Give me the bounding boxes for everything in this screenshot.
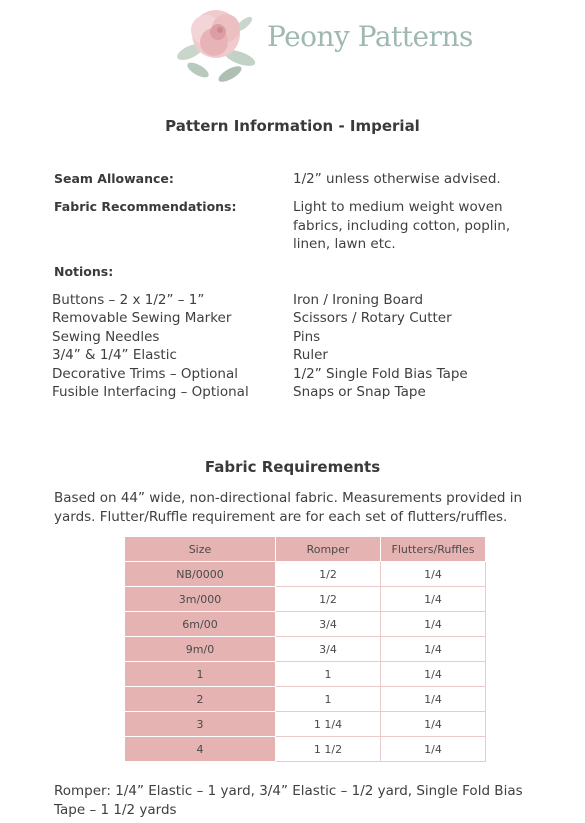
- romper-cell: 1/2: [276, 562, 381, 587]
- romper-cell: 1 1/2: [276, 737, 381, 762]
- flutters-cell: 1/4: [381, 712, 486, 737]
- table-row: [125, 612, 486, 637]
- notion-item: Removable Sewing Marker: [52, 310, 232, 327]
- size-cell: 1: [125, 662, 276, 687]
- table-row: [125, 562, 486, 587]
- notions-label: Notions:: [54, 264, 114, 279]
- notion-item: Decorative Trims – Optional: [52, 365, 238, 382]
- seam-allowance-label: Seam Allowance:: [54, 171, 174, 186]
- notion-item: Sewing Needles: [52, 328, 160, 345]
- size-cell: 6m/00: [125, 612, 276, 637]
- table-header-row: [125, 537, 486, 562]
- size-cell: 9m/0: [125, 637, 276, 662]
- size-cell: 3m/000: [125, 587, 276, 612]
- fabric-requirements-table: [124, 536, 486, 762]
- table-row: [125, 687, 486, 712]
- table-row: [125, 637, 486, 662]
- column-header-size: Size: [125, 537, 276, 562]
- flutters-cell: 1/4: [381, 562, 486, 587]
- romper-cell: 1: [276, 687, 381, 712]
- size-cell: 3: [125, 712, 276, 737]
- notion-item: 1/2” Single Fold Bias Tape: [293, 365, 468, 382]
- romper-notions-footnote: Romper: 1/4” Elastic – 1 yard, 3/4” Elastic – 1/2 yard, Single Fold Bias Tape – 1 1/2 yards: [54, 783, 523, 818]
- fabric-requirements-intro: Based on 44” wide, non-directional fabric. Measurements provided in yards. Flutter/Ruffle requirement are for each set of flutters/ruffles.: [54, 490, 523, 525]
- table-row: [125, 712, 486, 737]
- table-row: [125, 662, 486, 687]
- size-cell: NB/0000: [125, 562, 276, 587]
- notion-item: 3/4” & 1/4” Elastic: [52, 347, 177, 364]
- flutters-cell: 1/4: [381, 737, 486, 762]
- size-cell: 2: [125, 687, 276, 712]
- fabric-recommendations-value: Light to medium weight woven fabrics, including cotton, poplin, linen, lawn etc.: [293, 199, 511, 252]
- notions-list-left: [52, 291, 249, 401]
- flutters-cell: 1/4: [381, 662, 486, 687]
- seam-allowance-value: 1/2” unless otherwise advised.: [293, 171, 501, 187]
- romper-cell: 3/4: [276, 637, 381, 662]
- notion-item: Snaps or Snap Tape: [293, 384, 426, 401]
- column-header-romper: Romper: [276, 537, 381, 562]
- romper-cell: 3/4: [276, 612, 381, 637]
- notion-item: Fusible Interfacing – Optional: [52, 384, 249, 401]
- size-cell: 4: [125, 737, 276, 762]
- notion-item: Ruler: [293, 347, 328, 364]
- column-header-flutters: Flutters/Ruffles: [381, 537, 486, 562]
- notion-item: Iron / Ironing Board: [293, 292, 424, 308]
- notion-item: Scissors / Rotary Cutter: [293, 310, 452, 327]
- brand-name: Peony Patterns: [267, 20, 473, 53]
- notions-list-right: [293, 291, 468, 401]
- table-row: [125, 587, 486, 612]
- fabric-requirements-title: Fabric Requirements: [204, 458, 381, 476]
- romper-cell: 1/2: [276, 587, 381, 612]
- flutters-cell: 1/4: [381, 687, 486, 712]
- flutters-cell: 1/4: [381, 587, 486, 612]
- notion-item: Pins: [293, 328, 321, 345]
- flutters-cell: 1/4: [381, 612, 486, 637]
- romper-cell: 1: [276, 662, 381, 687]
- flutters-cell: 1/4: [381, 637, 486, 662]
- table-row: [125, 737, 486, 762]
- notion-item: Buttons – 2 x 1/2” – 1”: [52, 292, 205, 308]
- pattern-info-title: Pattern Information - Imperial: [165, 117, 420, 135]
- fabric-recommendations-label: Fabric Recommendations:: [54, 199, 237, 214]
- romper-cell: 1 1/4: [276, 712, 381, 737]
